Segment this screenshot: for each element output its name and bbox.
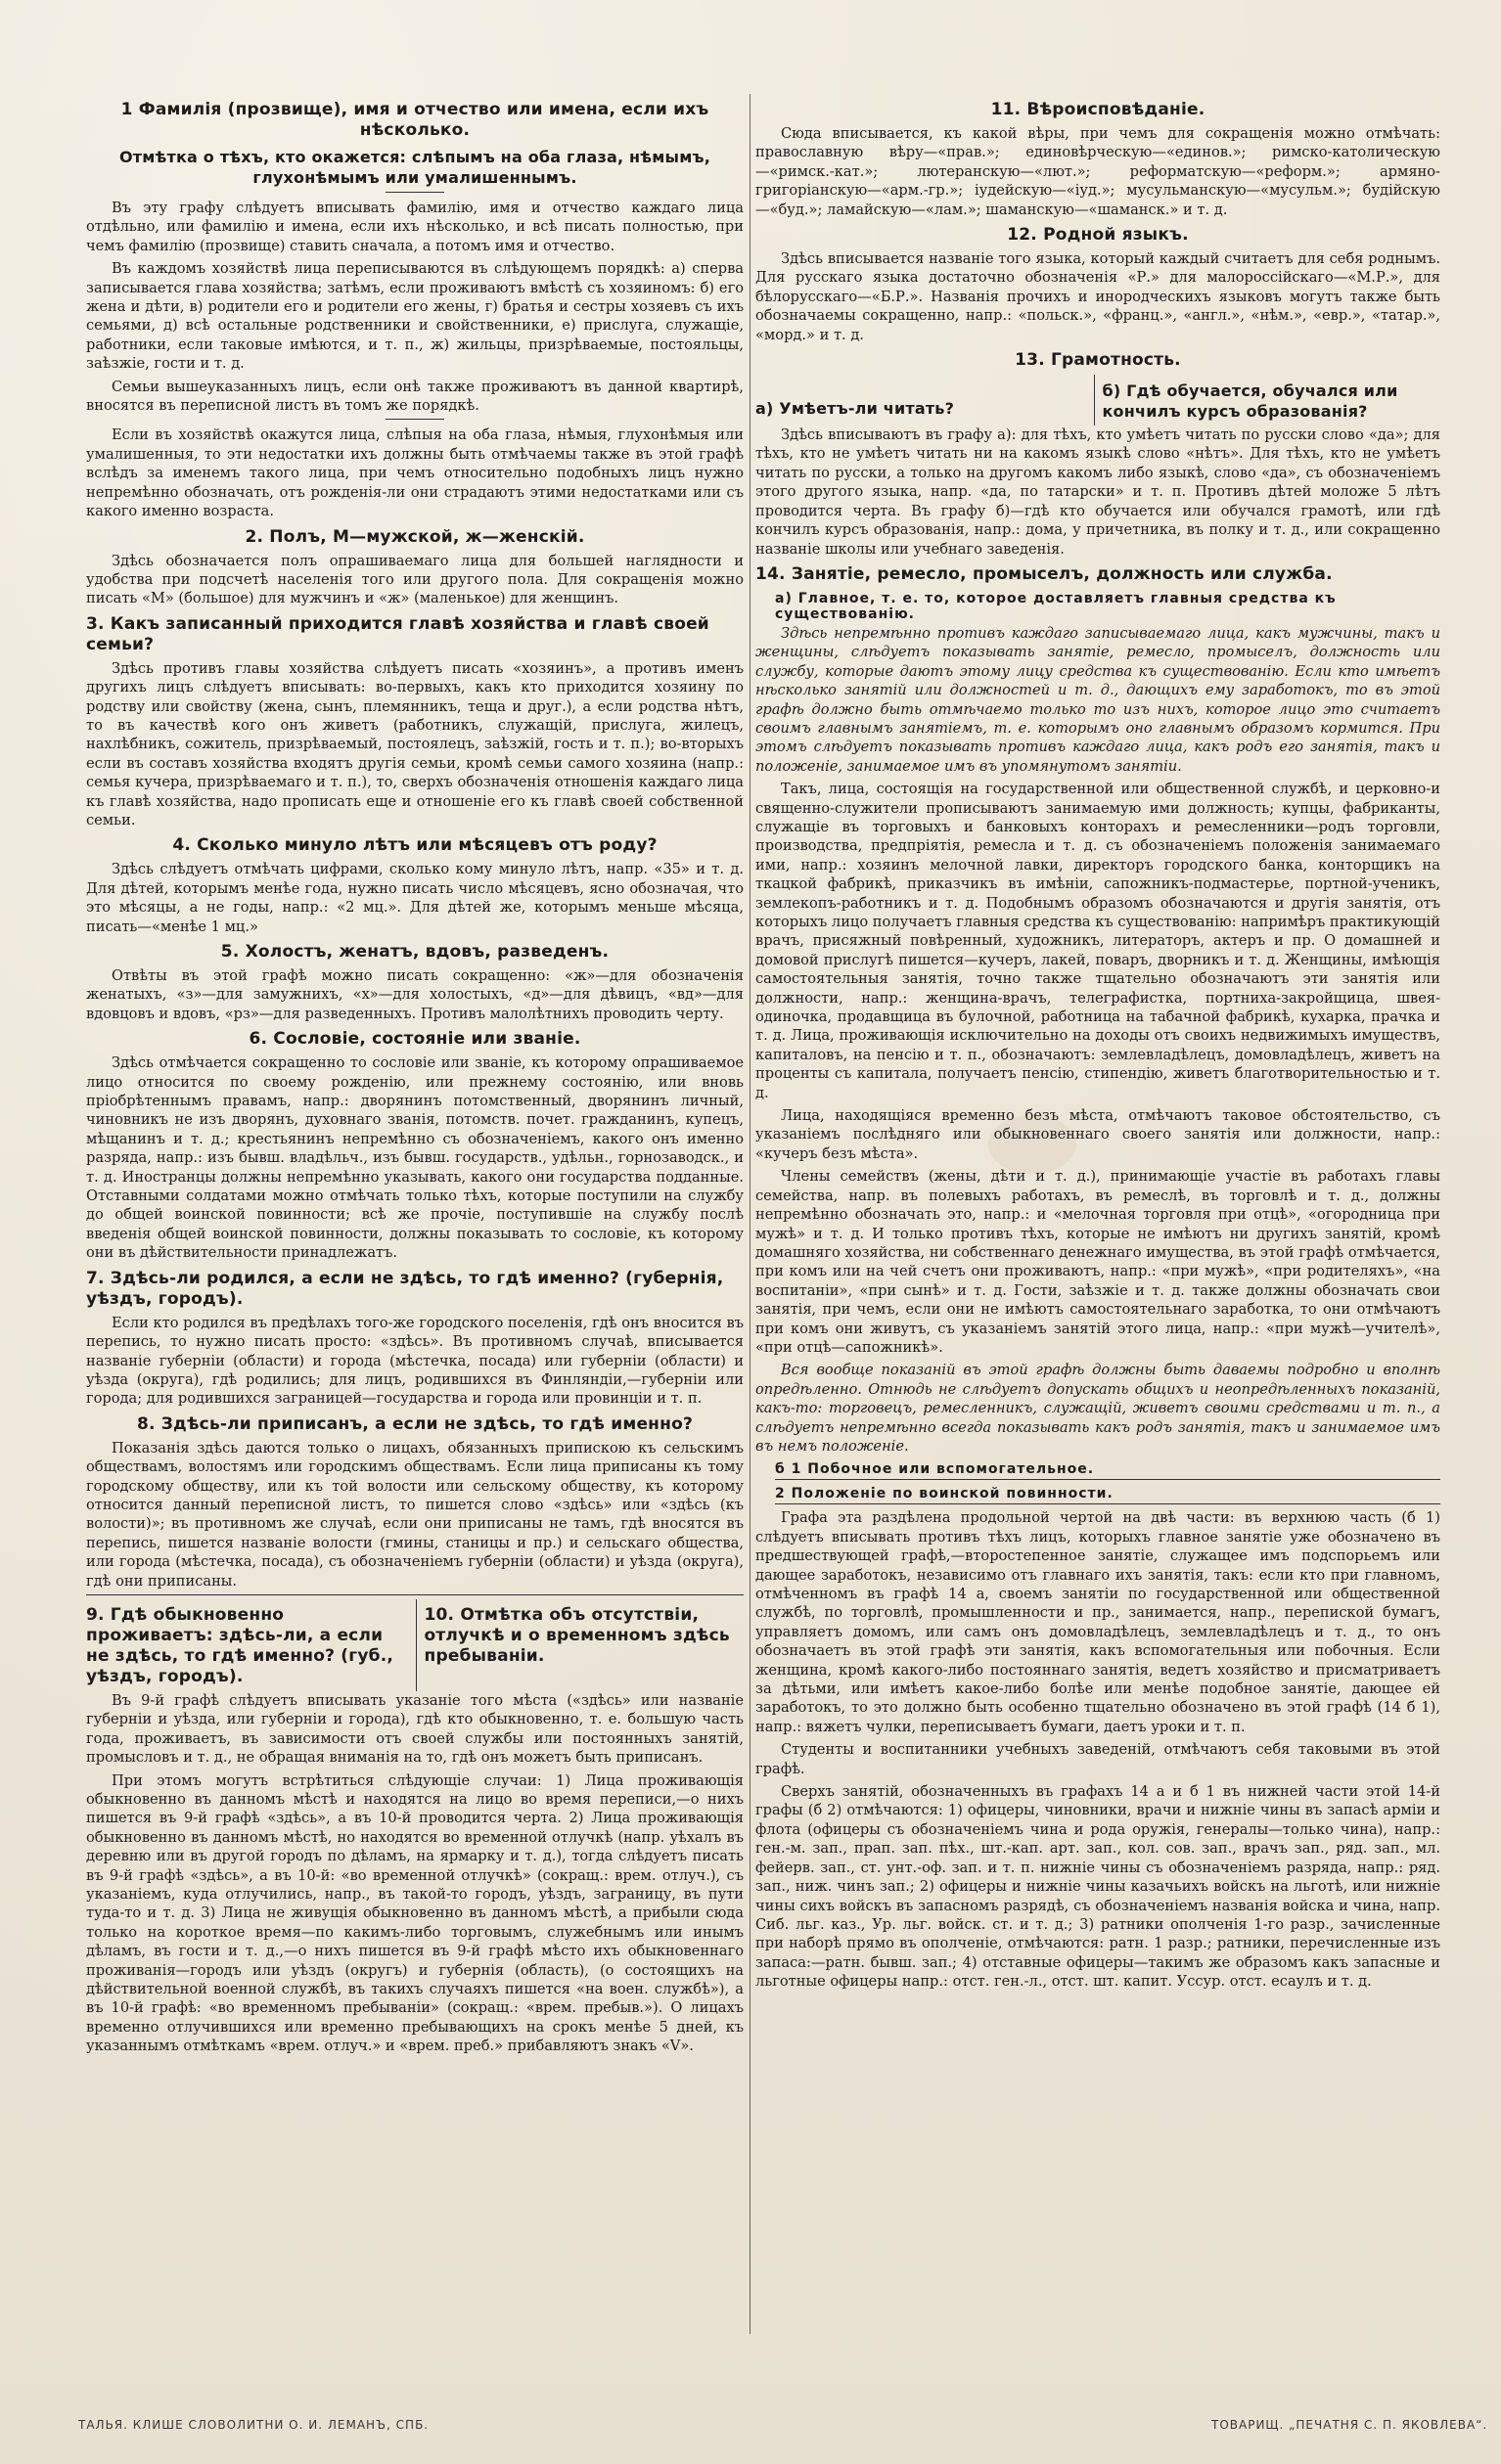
section-5-heading: 5. Холостъ, женатъ, вдовъ, разведенъ.	[220, 942, 610, 962]
section-11-heading: 11. Вѣроисповѣданіе.	[990, 100, 1205, 119]
section-7-paragraph: Если кто родился въ предѣлахъ того-же городского поселенія, гдѣ онъ вносится въ перепись, то нужно писать просто: «здѣсь». Въ противномъ случаѣ, вписывается названіе губерніи (области) и города (мѣстечка, посада) или губерніи (области) и уѣзда (округа), гдѣ родились; для лицъ, родившихся въ Финляндіи,—губерніи или города; для родившихся заграницей—государства и города или провинціи и т. п.	[86, 1314, 744, 1408]
section-6-paragraph: Здѣсь отмѣчается сокращенно то сословіе или званіе, къ которому опрашиваемое лицо относится по своему рожденію, или прежнему состоянію, или вновь пріобрѣтеннымъ правамъ, напр.: дворянинъ потомственный, дворянинъ личный, чиновникъ не изъ дворянъ, духовнаго званія, потомств. почет. гражданинъ, купецъ, мѣщанинъ и т. д.; крестьянинъ непремѣнно съ обозначеніемъ, какого онъ именно разряда, напр.: изъ бывш. владѣльч., изъ бывш. государств., удѣльн., горнозаводск., и т. д. Иностранцы должны непремѣнно указывать, какого они государства подданные. Отставными солдатами можно отмѣчать только тѣхъ, которые поступили на службу до общей воинской повинности; всѣ же прочіе, поступившіе на службу послѣ введенія общей воинской повинности, должны показывать то сословіе, къ которому они въ дѣйствительности принадлежатъ.	[86, 1054, 744, 1262]
section-13-heading: 13. Грамотность.	[1015, 350, 1181, 371]
section-14-paragraph: Такъ, лица, состоящія на государственной или общественной службѣ, и церковно-и священно-служители прописываютъ занимаемую ими должность; купцы, фабриканты, служащіе въ торговыхъ и банковыхъ конторахъ и ремесленники—родъ торговли, производства, предпріятія, ремесла и т. д. съ обозначеніемъ положенія занимаемаго ими, напр.: хозяинъ мелочной лавки, директоръ городского банка, конторщикъ на ткацкой фабрикѣ, приказчикъ въ имѣніи, сапожникъ-подмастерье, портной-ученикъ, землекопъ-работникъ и т. д. Подобнымъ образомъ обозначаются и другія занятія, отъ которыхъ лицо получаетъ главныя средства къ существованію: напримѣръ практикующій врачъ, присяжный повѣренный, художникъ, литераторъ, актеръ и пр. О домашней и домовой прислугѣ пишется—кучеръ, лакей, поваръ, дворникъ и т. д. Женщины, имѣющія самостоятельныя занятія, точно также тщательно обозначаютъ эти занятія или должности, напр.: женщина-врачъ, телеграфистка, портниха-закройщица, швея-одиночка, продавщица въ булочной, работница на табачной фабрикѣ, кухарка, прачка и т. д. Лица, проживающія исключительно на доходы отъ своихъ недвижимыхъ имуществъ, капиталовъ, на пенсію и т. п., обозначаютъ: землевладѣлецъ, домовладѣлецъ, живетъ на проценты съ капитала, получаетъ пенсію, стипендію, живетъ благотворительностью и т. д.	[755, 781, 1440, 1101]
section-14-paragraph: Вся вообще показаній въ этой графѣ должны быть даваемы подробно и вполнѣ опредѣленно. Отнюдь не слѣдуетъ допускать общихъ и неопредѣленныхъ показаній, какъ-то: торговецъ, ремесленникъ, служащій, живетъ своими средствами и т. п., а слѣдуетъ непремѣнно всегда показывать какъ родъ занятія, такъ и занимаемое имъ въ немъ положеніе.	[755, 1362, 1440, 1455]
section-12-paragraph: Здѣсь вписывается названіе того языка, который каждый считаетъ для себя роднымъ. Для русскаго языка достаточно обозначенія «Р.» для малороссійскаго—«М.Р.», для бѣлорусскаго—«Б.Р.». Названія прочихъ и инородческихъ языковъ могутъ также быть обозначаемы сокращенно, напр.: «польск.», «франц.», «англ.», «нѣм.», «евр.», «татар.», «морд.» и т. д.	[755, 250, 1440, 343]
printer-footer-right: ТОВАРИЩ. „ПЕЧАТНЯ С. П. ЯКОВЛЕВА“.	[1211, 2418, 1488, 2432]
section-8-heading: 8. Здѣсь-ли приписанъ, а если не здѣсь, то гдѣ именно?	[136, 1413, 694, 1434]
section-4-paragraph: Здѣсь слѣдуетъ отмѣчать цифрами, сколько кому минуло лѣтъ, напр. «35» и т. д. Для дѣтей, которымъ менѣе года, нужно писать число мѣсяцевъ, ясно обозначая, что это мѣсяцы, а не годы, напр.: «2 мц.». Для дѣтей же, которымъ меньше мѣсяца, писать—«менѣе 1 мц.»	[86, 861, 744, 935]
section-8-paragraph: Показанія здѣсь даются только о лицахъ, обязанныхъ припискою къ сельскимъ обществамъ, волостямъ или городскимъ обществамъ. Если лица приписаны къ тому городскому обществу, или къ той волости или сельскому обществу, къ которому относится данный переписной листъ, то пишется слово «здѣсь» или «здѣсь (къ волости)»; въ противномъ же случаѣ, если они приписаны не тамъ, гдѣ вносятся въ перепись, пишется названіе волости (гмины, станицы и пр.) и сельскаго общества, или города (мѣстечка, посада), съ обозначеніемъ губерніи (области) и уѣзда (округа), гдѣ они приписаны.	[86, 1439, 744, 1590]
section-13b-heading: б) Гдѣ обучается, обучался или кончилъ курсъ образованія?	[1102, 381, 1398, 422]
section-14-heading: 14. Занятіе, ремесло, промыселъ, должность или служба.	[755, 563, 1333, 584]
section-2-heading: 2. Полъ, М—мужской, ж—женскій.	[245, 526, 585, 547]
section-1-paragraph: Если въ хозяйствѣ окажутся лица, слѣпыя на оба глаза, нѣмыя, глухонѣмыя или умалишенныя, то эти недостатки ихъ должны быть отмѣчаемы также въ этой графѣ вслѣдъ за именемъ такого лица, при чемъ относительно подобныхъ лицъ нужно непремѣнно обозначать, отъ рожденія-ли они страдаютъ этими недостатками или съ какого именно возраста.	[86, 426, 744, 520]
section-9-paragraph: При этомъ могутъ встрѣтиться слѣдующіе случаи: 1) Лица проживающія обыкновенно въ данномъ мѣстѣ и находятся на лицо во время переписи,—о нихъ пишется въ 9-й графѣ «здѣсь», а въ 10-й проводится черта. 2) Лица проживающія обыкновенно въ данномъ мѣстѣ, но находятся во временной отлучкѣ (напр. уѣхалъ въ деревню или въ другой городъ по дѣламъ, на ярмарку и т. д.), тогда слѣдуетъ писать въ 9-й графѣ «здѣсь», а въ 10-й: «во временной отлучкѣ» (сокращ.: врем. отлуч.), съ указаніемъ, куда отлучились, напр., въ такой-то городъ, уѣздъ, заграницу, въ пути туда-то и т. д. 3) Лица не живущія обыкновенно въ данномъ мѣстѣ, а прибыли сюда только на короткое время—по какимъ-либо торговымъ, служебнымъ или инымъ дѣламъ, въ гости и т. д.,—о нихъ пишется въ 9-й графѣ мѣсто ихъ обыкновеннаго проживанія—городъ или уѣздъ (округъ) и губернія (область), (о состоящихъ на дѣйствительной военной службѣ, въ такихъ случаяхъ пишется «на воен. службѣ»), а въ 10-й графѣ: «во временномъ пребываніи» (сокращ.: «врем. пребыв.»). О лицахъ временно отлучившихся или временно пребывающихъ на срокъ менѣе 5 дней, къ указаннымъ отмѣткамъ «врем. отлуч.» и «врем. преб.» прибавляютъ знакъ «V».	[86, 1771, 744, 2055]
section-9-paragraph: Въ 9-й графѣ слѣдуетъ вписывать указаніе того мѣста («здѣсь» или названіе губерніи и уѣзда, или губерніи и города), гдѣ кто обыкновенно, т. е. большую часть года, проживаетъ, въ зависимости отъ своей службы или постоянныхъ занятій, промысловъ и т. д., не обращая вниманія на то, гдѣ онъ можетъ быть приписанъ.	[86, 1691, 744, 1767]
heading-rule	[386, 192, 444, 193]
section-9-heading: 9. Гдѣ обыкновенно проживаетъ: здѣсь-ли, а если не здѣсь, то гдѣ именно? (губ., уѣздъ, городъ).	[86, 1604, 394, 1686]
left-column	[86, 94, 744, 2060]
section-2-paragraph: Здѣсь обозначается полъ опрашиваемаго лица для большей наглядности и удобства при подсчетѣ населенія того или другого пола. Для сокращенія можно писать «М» (большое) для мужчинъ и «ж» (маленькое) для женщинъ.	[86, 552, 744, 607]
section-14-paragraph: Здѣсь непремѣнно противъ каждаго записываемаго лица, какъ мужчины, такъ и женщины, слѣдуетъ показывать занятіе, ремесло, промыселъ, должность или службу, которые даютъ этому лицу средства къ существованію. Если кто имѣетъ нѣсколько занятій или должностей и т. д., дающихъ ему заработокъ, то въ этой графѣ должно быть отмѣчаемо только то изъ нихъ, которое лицо это считаетъ своимъ главнымъ занятіемъ, т. е. которымъ оно главнымъ образомъ кормится. При этомъ слѣдуетъ показывать противъ каждаго лица, какъ родъ его занятія, такъ и положеніе, занимаемое имъ въ упомянутомъ занятіи.	[755, 624, 1440, 775]
section-14a-heading: а) Главное, т. е. то, которое доставляетъ главныя средства къ существованію.	[775, 590, 1337, 622]
section-1-paragraph: Семьи вышеуказанныхъ лицъ, если онѣ также проживаютъ въ данной квартирѣ, вносятся въ переписной листъ въ томъ же порядкѣ.	[86, 378, 744, 415]
section-14-paragraph: Лица, находящіяся временно безъ мѣста, отмѣчаютъ таковое обстоятельство, съ указаніемъ послѣдняго или обыкновеннаго своего занятія или должности, напр.: «кучеръ безъ мѣста».	[755, 1107, 1440, 1162]
section-1-subheading: Отмѣтка о тѣхъ, кто окажется: слѣпымъ на оба глаза, нѣмымъ, глухонѣмымъ или умалишеннымъ.	[118, 148, 711, 187]
section-3-heading: 3. Какъ записанный приходится главѣ хозяйства и главѣ своей семьи?	[86, 613, 709, 654]
section-7-heading: 7. Здѣсь-ли родился, а если не здѣсь, то гдѣ именно? (губернія, уѣздъ, городъ).	[86, 1268, 724, 1309]
section-11-paragraph: Сюда вписывается, къ какой вѣры, при чемъ для сокращенія можно отмѣчать: православную вѣру—«прав.»; единовѣрческую—«единов.»; римско-католическую—«римск.-кат.»; лютеранскую—«лют.»; реформатскую—«реформ.»; армяно-григоріанскую—«арм.-гр.»; іудейскую—«іуд.»; мусульманскую—«мусульм.»; будійскую—«буд.»; ламайскую—«лам.»; шаманскую—«шаманск.» и т. д.	[755, 125, 1440, 218]
section-1-paragraph: Въ каждомъ хозяйствѣ лица переписываются въ слѣдующемъ порядкѣ: а) сперва записывается глава хозяйства; затѣмъ, если проживаютъ вмѣстѣ съ хозяиномъ: б) его жена и дѣти, в) родители его и родители его жены, г) братья и сестры хозяевъ съ ихъ семьями, д) всѣ остальные родственники и свойственники, е) прислуга, служащіе, работники, если таковые имѣются, и т. п., ж) жильцы, призрѣваемые, постояльцы, заѣзжіе, гости и т. д.	[86, 260, 744, 373]
section-14b2-heading: 2 Положеніе по воинской повинности.	[775, 1486, 1440, 1504]
section-4-heading: 4. Сколько минуло лѣтъ или мѣсяцевъ отъ роду?	[172, 835, 658, 856]
section-6-heading: 6. Сословіе, состояніе или званіе.	[249, 1029, 581, 1050]
section-1-paragraph: Въ эту графу слѣдуетъ вписывать фамилію, имя и отчество каждаго лица отдѣльно, или фамилію и имена, если ихъ нѣсколько, и всѣ писать полностью, при чемъ фамилію (прозвище) ставить сначала, а потомъ имя и отчество.	[86, 200, 744, 254]
section-3-paragraph: Здѣсь противъ главы хозяйства слѣдуетъ писать «хозяинъ», а противъ именъ другихъ лицъ слѣдуетъ вписывать: во-первыхъ, какъ кто приходится хозяину по родству или свойству (жена, сынъ, племянникъ, теща и друг.), а если родства нѣтъ, то въ качествѣ кого онъ живетъ (работникъ, служащій, прислуга, жилецъ, нахлѣбникъ, сожитель, призрѣваемый, постоялецъ, заѣзжій, гость и т. п.); во-вторыхъ если въ составъ хозяйства входятъ другія семьи, кромѣ семьи самого хозяина (напр.: семья кучера, призрѣваемаго и т. п.), то, сверхъ обозначенія отношенія каждаго лица къ главѣ хозяйства, надо прописать еще и отношеніе его къ главѣ своей собственной семьи.	[86, 659, 744, 829]
section-13-paragraph: Здѣсь вписываютъ въ графу а): для тѣхъ, кто умѣетъ читать по русски слово «да»; для тѣхъ, кто не умѣетъ читать ни на какомъ языкѣ слово «нѣтъ». Для тѣхъ, кто не умѣетъ читать по русски, а только на другомъ какомъ либо языкѣ, слово «да», съ обозначеніемъ этого другого языка, напр. «да, по татарски» и т. п. Противъ дѣтей моложе 5 лѣтъ проводится черта. Въ графу б)—гдѣ кто обучается или обучался грамотѣ, или гдѣ кончилъ курсъ образованія, напр.: дома, у причетника, въ полку и т. д., или сокращенно названіе школы или учебнаго заведенія.	[755, 426, 1440, 558]
section-13-subheadings	[755, 375, 1440, 426]
section-5-paragraph: Отвѣты въ этой графѣ можно писать сокращенно: «ж»—для обозначенія женатыхъ, «з»—для замужнихъ, «х»—для холостыхъ, «д»—для дѣвицъ, «вд»—для вдовцовъ и вдовъ, «рз»—для разведенныхъ. Противъ малолѣтнихъ проводить черту.	[86, 967, 744, 1022]
printer-footer-left: ТАЛЬЯ. КЛИШЕ СЛОВОЛИТНИ О. И. ЛЕМАНЪ, СПБ.	[78, 2418, 430, 2432]
section-14b-paragraph: Студенты и воспитанники учебныхъ заведеній, отмѣчаютъ себя таковыми въ этой графѣ.	[755, 1741, 1440, 1777]
section-14b-paragraph: Графа эта раздѣлена продольной чертой на двѣ части: въ верхнюю часть (б 1) слѣдуетъ вписывать противъ тѣхъ лицъ, которыхъ главное занятіе уже обозначено въ предшествующей графѣ,—второстепенное занятіе, служащее имъ подспорьемъ или дающее заработокъ, независимо отъ главнаго ихъ занятія, такъ: если кто при главномъ, отмѣченномъ въ графѣ 14 а, своемъ занятіи по государственной или общественной службѣ, по торговлѣ, промышленности и пр., занимается, напр., перепиской бумагъ, управляетъ домомъ, или самъ онъ домовладѣлецъ, землевладѣлецъ и т. д., то онъ обозначаетъ въ этой графѣ эти занятія, какъ вспомогательныя или побочныя. Если женщина, кромѣ какого-либо постояннаго занятія, ведетъ хозяйство и присматриваетъ за дѣтьми, или имѣетъ какое-либо болѣе или менѣе подобное занятіе, дающее ей заработокъ, то это должно быть особенно тщательно обозначено въ этой графѣ (14 б 1), напр.: вяжетъ чулки, переписываетъ бумаги, даетъ уроки и т. п.	[755, 1509, 1440, 1735]
section-12-heading: 12. Родной языкъ.	[1007, 225, 1189, 246]
section-14-paragraph: Члены семействъ (жены, дѣти и т. д.), принимающіе участіе въ работахъ главы семейства, напр. въ полевыхъ работахъ, въ ремеслѣ, въ торговлѣ и т. д., должны непремѣнно обозначать это, напр.: и «мелочная торговля при отцѣ», «огородница при мужѣ» и т. д. И только противъ тѣхъ, которые не имѣютъ ни другихъ занятій, кромѣ домашняго хозяйства, ни собственнаго денежнаго имущества, въ этой графѣ отмѣчается, при комъ или на чей счетъ они проживаютъ, напр.: «при мужѣ», «при родителяхъ», «на воспитаніи», «при сынѣ» и т. д. Гости, заѣзжіе и т. д. также должны обозначать свои занятія, при чемъ, если они не имѣютъ самостоятельнаго заработка, то они отмѣчаютъ при комъ они живутъ, съ указаніемъ занятій этого лица, напр.: «при мужѣ—учителѣ», «при отцѣ—сапожникѣ».	[755, 1168, 1440, 1356]
heading-rule	[386, 419, 444, 420]
section-1-heading: 1 Фамилія (прозвище), имя и отчество или имена, если ихъ нѣсколько.	[120, 100, 709, 140]
sections-9-10-header	[86, 1594, 744, 1691]
section-14b1-heading: б 1 Побочное или вспомогательное.	[775, 1461, 1440, 1480]
right-column	[755, 94, 1440, 1995]
section-13a-heading: а) Умѣетъ-ли читать?	[755, 399, 955, 419]
section-14b-paragraph: Сверхъ занятій, обозначенныхъ въ графахъ 14 а и б 1 въ нижней части этой 14-й графы (б 2) отмѣчаются: 1) офицеры, чиновники, врачи и нижніе чины въ запасѣ арміи и флота (офицеры съ обозначеніемъ чина и рода оружія, генералы—только чина), напр.: ген.-м. зап., прап. зап. пѣх., шт.-кап. арт. зап., кол. сов. зап., врачъ зап., ряд. зап., мл. фейерв. зап., ст. унт.-оф. зап. и т. п. нижніе чины съ обозначеніемъ разряда, напр.: ряд. зап., ниж. чинъ зап.; 2) офицеры и нижніе чины казачьихъ войскъ на льготѣ, или нижніе чины сихъ войскъ въ запасномъ разрядѣ, съ обозначеніемъ названія войска и чина, напр. Сиб. льг. каз., Ур. льг. войск. ст. и т. д.; 3) ратники ополченія 1-го разр., зачисленные при наборѣ прямо въ ополченіе, отмѣчаются: ратн. 1 разр.; ратники, перечисленные изъ запаса:—ратн. бывш. зап.; 4) отставные офицеры—такимъ же образомъ какъ запасные и льготные офицеры напр.: отст. ген.-л., отст. шт. капит. Уссур. отст. есаулъ и т. д.	[755, 1783, 1440, 1991]
section-10-heading: 10. Отмѣтка объ отсутствіи, отлучкѣ и о временномъ здѣсь пребываніи.	[424, 1604, 730, 1666]
